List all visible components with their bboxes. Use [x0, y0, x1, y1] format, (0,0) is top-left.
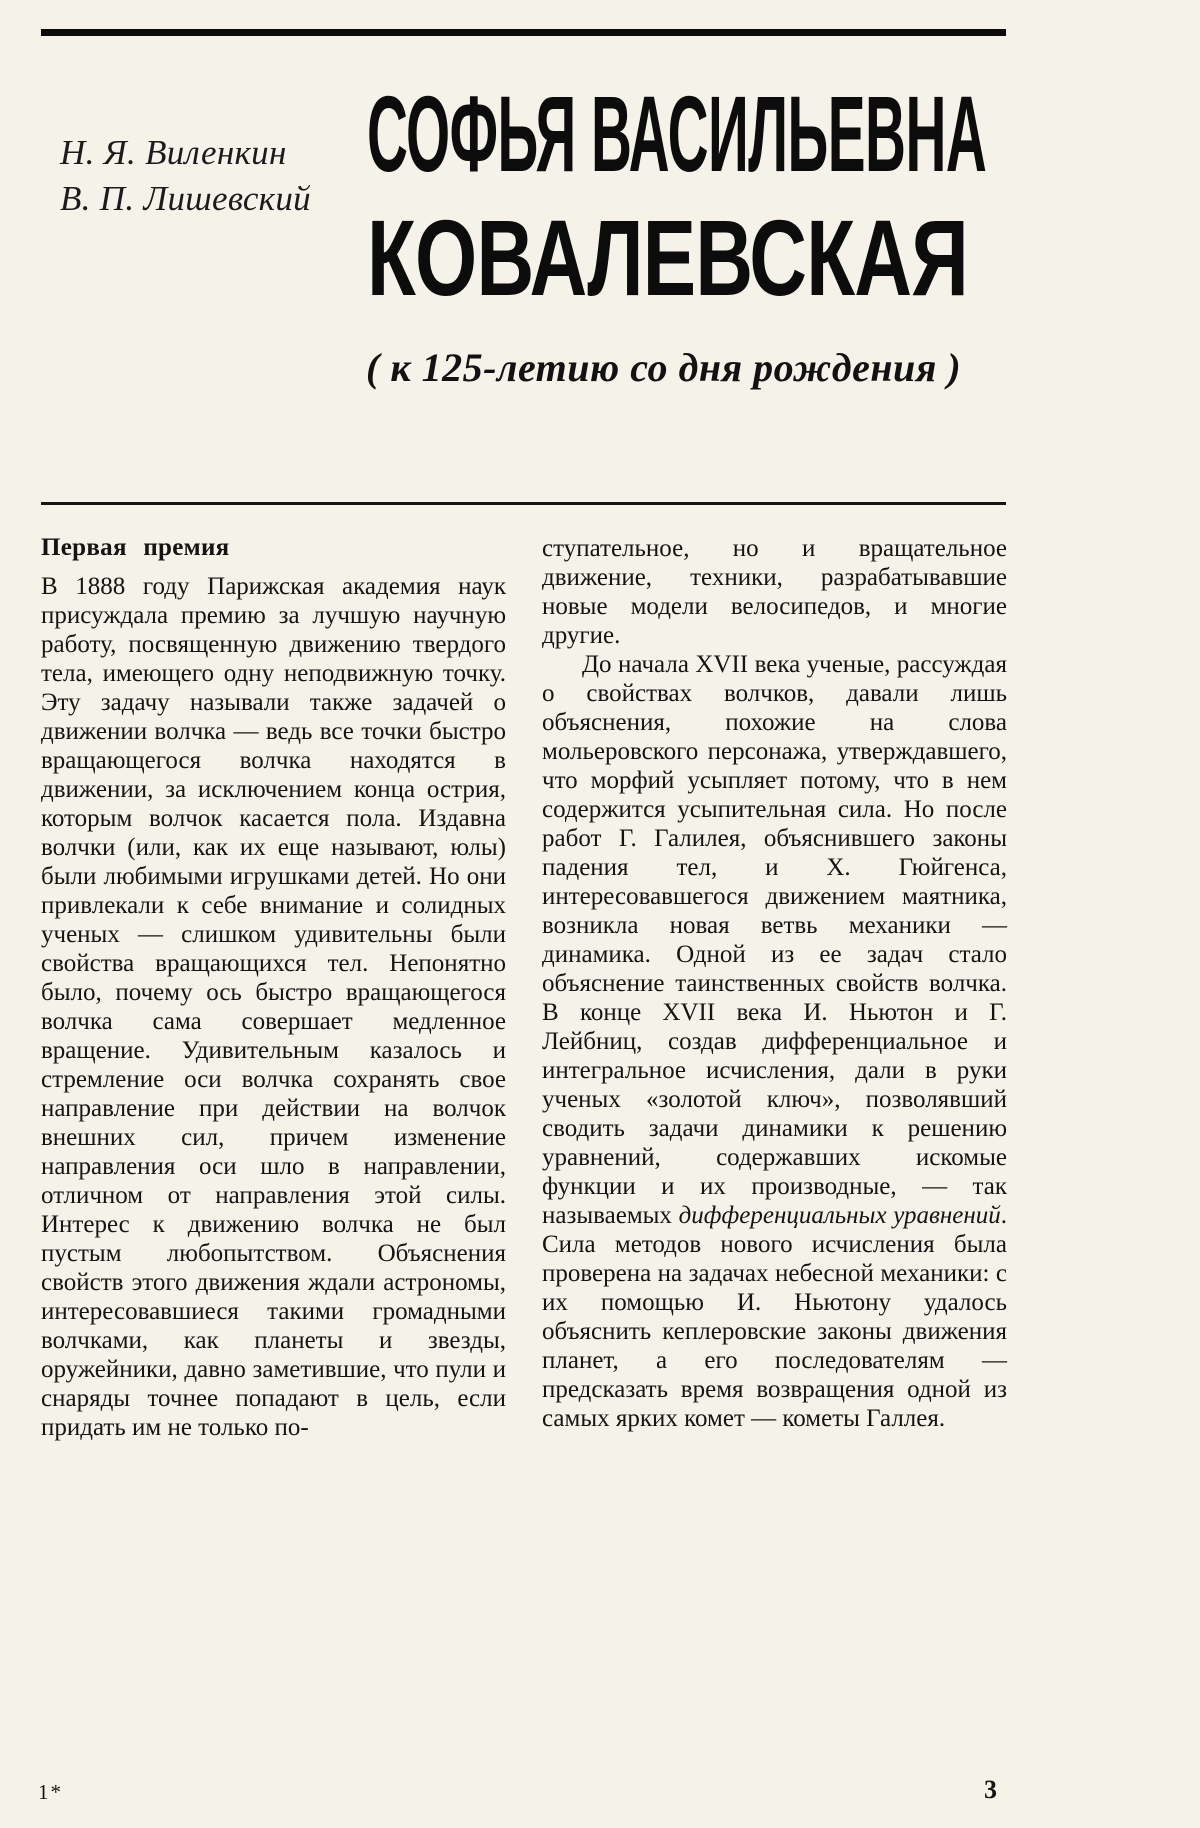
author-name-2: В. П. Лишевский [60, 179, 311, 218]
title-line-2: КОВАЛЕВСКАЯ [367, 197, 968, 318]
section-heading: Первая премия [41, 534, 230, 561]
paragraph-2-text-before: До начала XVII века ученые, рассуждая о свойствах волчков, давали лишь объяснения, похожие на слова мольеровского персонажа, утверждавшего, что морфий усыпляет потому, что в нем содержится усыпительная сила. Но после работ Г. Галилея, объяснившего законы падения тел, и Х. Гюйгенса, интересовавшегося движением маятника, возникла новая ветвь механики — динамика. Одной из ее задач стало объяснение таинственных свойств волчка. В конце XVII века И. Ньютон и Г. Лейбниц, создав дифференциальное и интегральное исчисления, дали в руки ученых «золотой ключ», позволявший сводить задачи динамики к решению уравнений, содержавших искомые функции и их производные, — так называемых [542, 651, 1007, 1229]
signature-mark: 1* [38, 1780, 63, 1804]
left-column-paragraph: В 1888 году Парижская академия наук присуждала премию за лучшую научную работу, посвященную движению твердого тела, имеющего одну неподвижную точку. Эту задачу называли также задачей о движении волчка — ведь все точки быстро вращающегося волчка находятся в движении, за исключением конца острия, которым волчок касается пола. Издавна волчки (или, как их еще называют, юлы) были любимыми игрушками детей. Но они привлекали к себе внимание и солидных ученых — слишком удивительны были свойства вращающихся тел. Непонятно было, почему ось быстро вращающегося волчка сама совершает медленное вращение. Удивительным казалось и стремление оси волчка сохранять свое направление при действии на волчок внешних сил, причем изменение направления оси шло в направлении, отличном от направления этой силы. Интерес к движению волчка не был пустым любопытством. Объяснения свойств этого движения ждали астрономы, интересовавшиеся такими громадными волчками, как планеты и звезды, оружейники, давно заметившие, что пули и снаряды точнее попадают в цель, если придать им не только по- [41, 573, 506, 1441]
right-column-paragraph-1: ступательное, но и вращательное движение, техники, разрабатывавшие новые модели велосипедов, и многие другие. [542, 535, 1007, 649]
divider-rule [41, 502, 1006, 505]
author-name-1: Н. Я. Виленкин [60, 133, 287, 172]
title-line-1: СОФЬЯ ВАСИЛЬЕВНА [367, 73, 987, 194]
right-column [542, 534, 1007, 1442]
left-column [41, 534, 506, 1442]
authors-block [60, 130, 311, 222]
paragraph-2-text-after: . Сила методов нового исчисления была проверена на задачах небесной механики: с их помощью И. Ньютону удалось объяснить кеплеровские законы движения планет, а его последователям — предсказать время возвращения одной из самых ярких комет — кометы Галлея. [542, 1202, 1007, 1432]
page-number: 3 [984, 1775, 997, 1804]
top-rule [41, 29, 1006, 36]
article-title [367, 73, 1200, 318]
paragraph-2-italic-term: дифференциальных уравнений [678, 1202, 1001, 1229]
article-body [41, 534, 1007, 1442]
right-column-paragraph-2 [542, 650, 1007, 1433]
article-subtitle: ( к 125-летию со дня рождения ) [366, 345, 962, 390]
